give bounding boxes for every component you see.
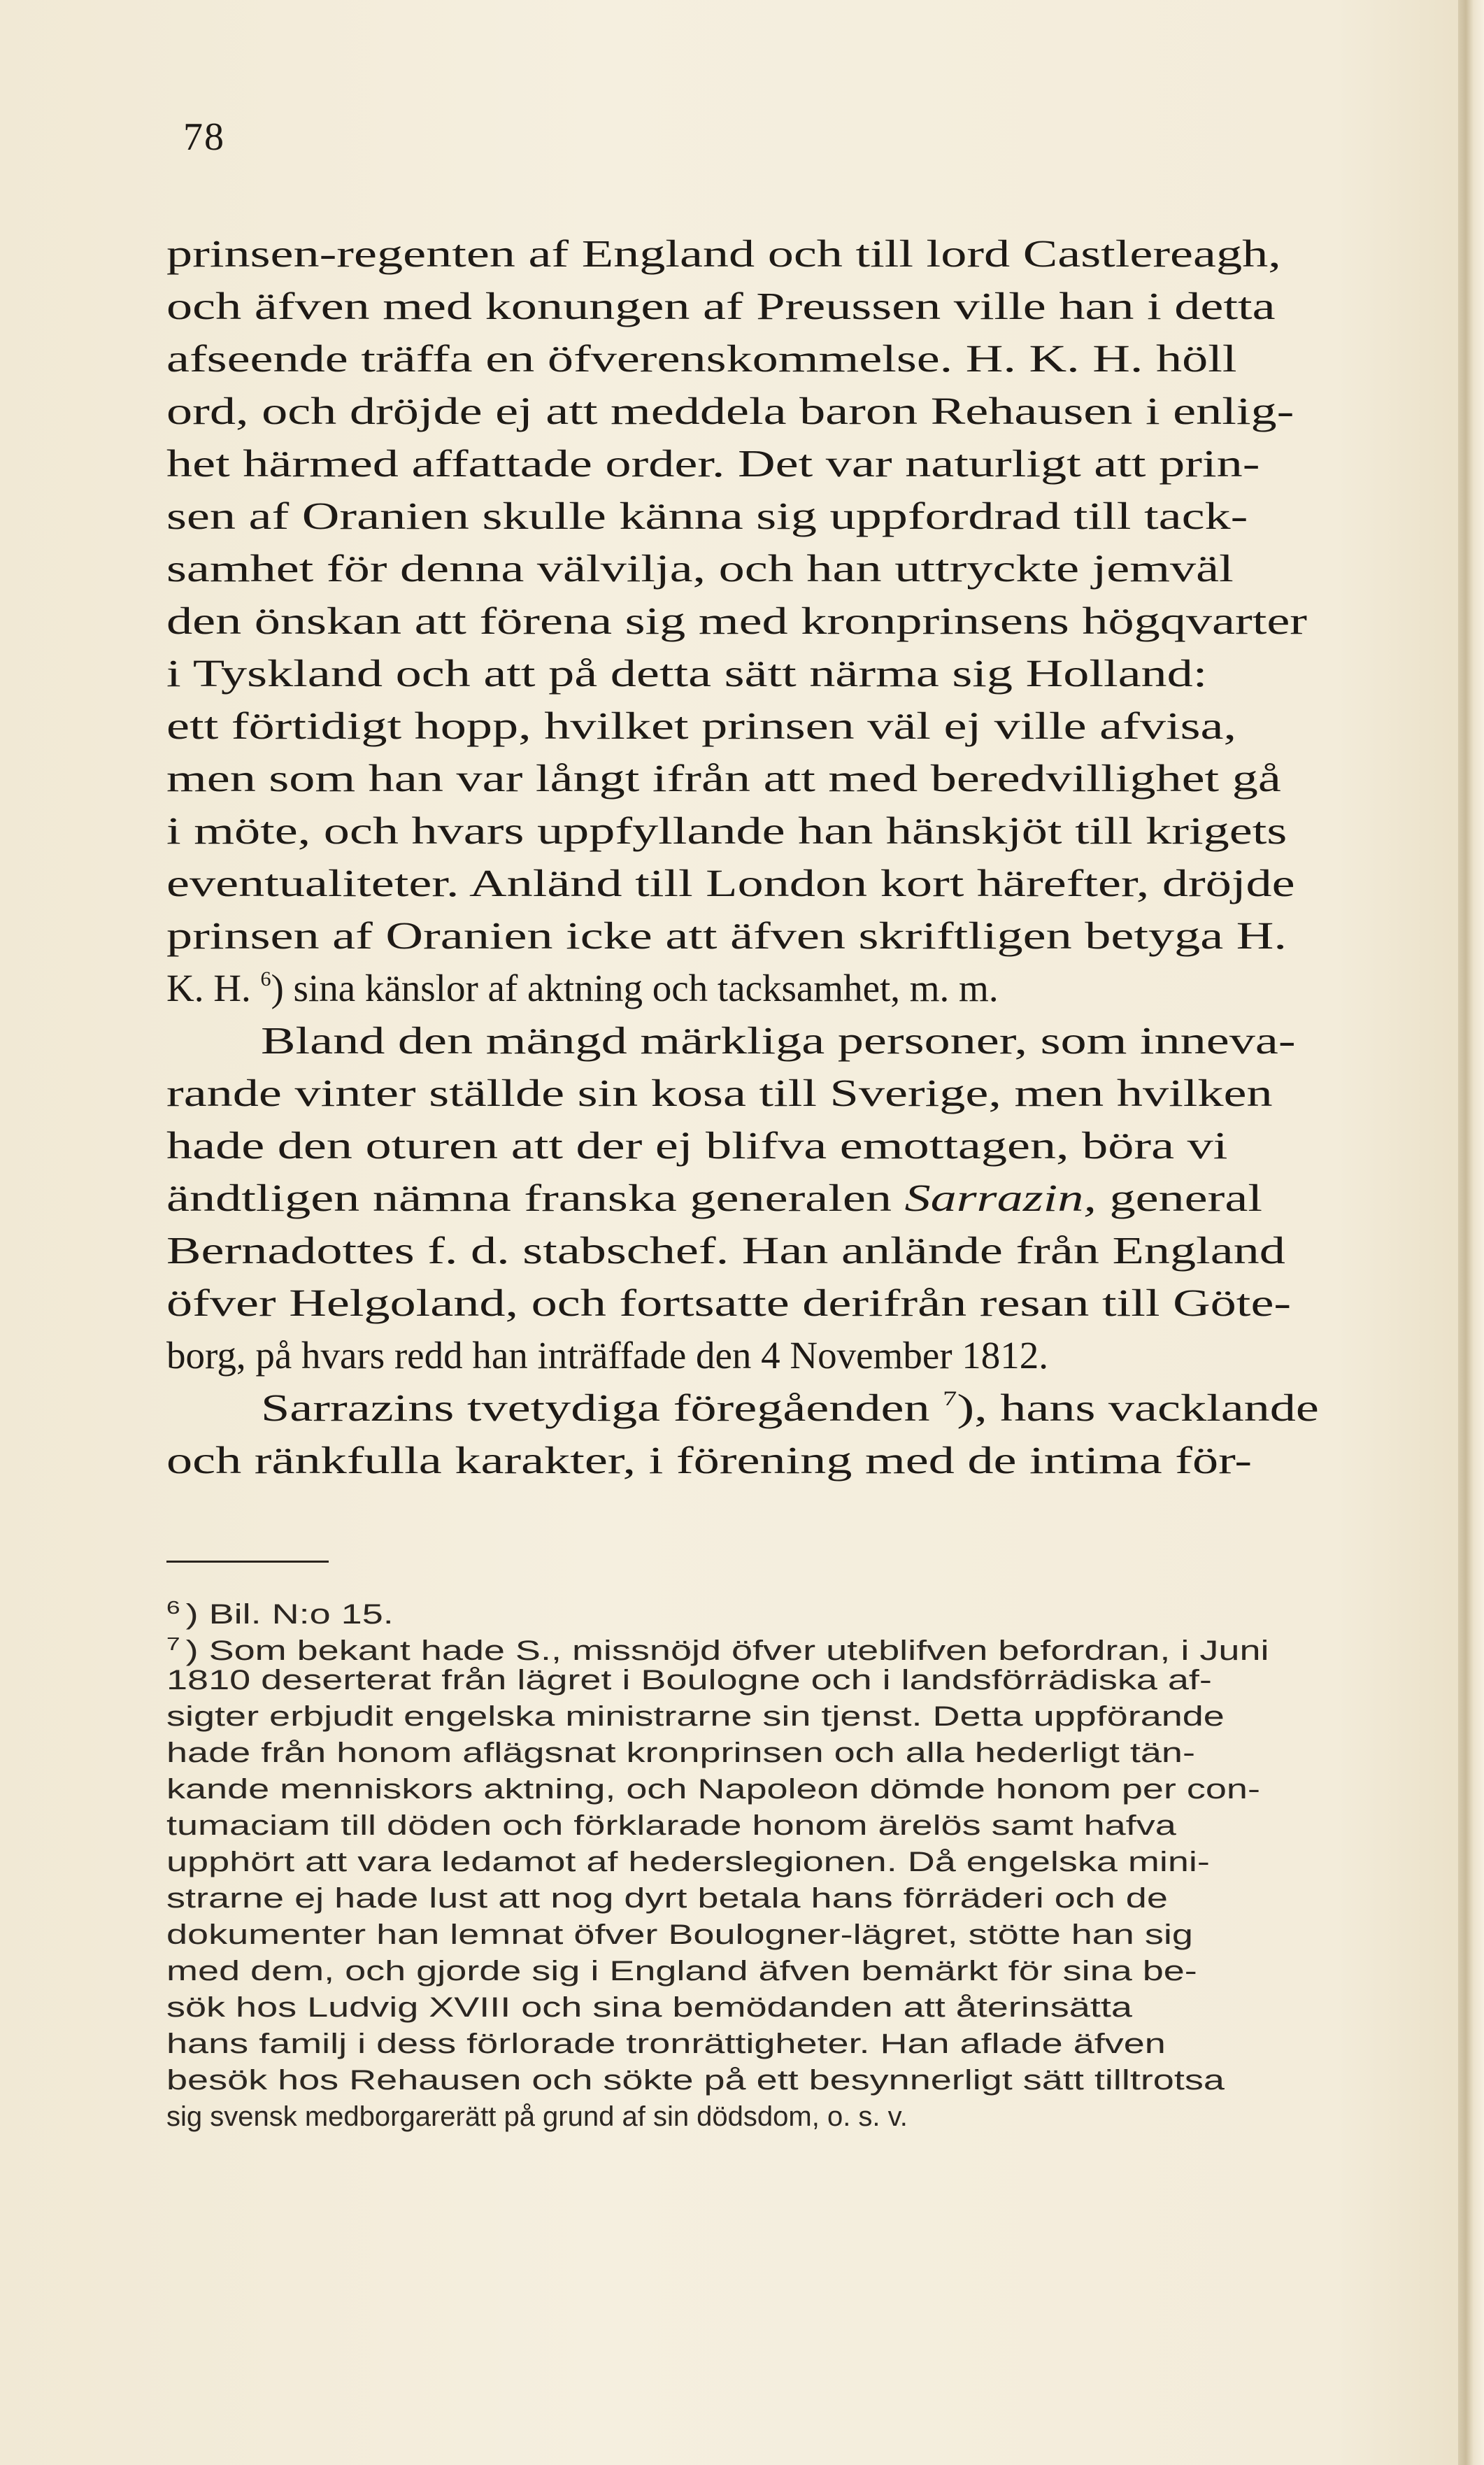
footnote-reference: 7: [943, 1387, 957, 1410]
footnote-line-content: [166, 1989, 1132, 2026]
text-line-content: [166, 490, 1248, 542]
text-line: [166, 1329, 1320, 1381]
line-text: ändtligen nämna franska generalen: [166, 1177, 905, 1219]
footnote-line-content: [166, 1735, 1195, 1771]
line-text: Bland den mängd märkliga personer, som inneva-: [261, 1019, 1296, 1062]
footnote-text: dokumenter han lemnat öfver Boulogner-lägret, stötte han sig: [166, 1919, 1193, 1950]
text-line-content: [166, 1334, 1048, 1377]
line-text: ) sina känslor af aktning och tacksamhet, m. m.: [271, 967, 999, 1009]
footnote-line-content: [166, 2062, 1225, 2098]
text-line-content: [166, 437, 1260, 490]
footnote-line: [166, 1735, 1320, 1771]
text-line-content: [166, 804, 1287, 857]
footnote-text: upphört att vara ledamot af hederslegionen. Då engelska mini-: [166, 1847, 1210, 1877]
line-text: samhet för denna välvilja, och han uttryckte jemväl: [166, 547, 1234, 590]
line-text: rande vinter ställde sin kosa till Sverige, men hvilken: [166, 1072, 1273, 1114]
footnote-text: sök hos Ludvig XVIII och sina bemödanden att återinsätta: [166, 1992, 1132, 2023]
text-line: [166, 437, 1320, 490]
text-line: [166, 1014, 1320, 1067]
footnote-line: [166, 1589, 1320, 1630]
main-text: [166, 227, 1320, 1486]
footnote-line: [166, 1807, 1320, 1844]
text-line: [166, 227, 1320, 280]
line-text: Sarrazins tvetydiga föregåenden: [261, 1386, 943, 1429]
line-text: den önskan att förena sig med kronprinsens högqvarter: [166, 599, 1308, 642]
footnote-line-content: [166, 1917, 1193, 1953]
footnote-text: sigter erbjudit engelska ministrarne sin tjenst. Detta uppförande: [166, 1701, 1225, 1732]
text-line: [166, 804, 1320, 857]
line-text: het härmed affattade order. Det var naturligt att prin-: [166, 442, 1260, 485]
text-line-content: [166, 595, 1307, 647]
footnote-text: strarne ej hade lust att nog dyrt betala hans förräderi och de: [166, 1883, 1168, 1914]
footnote-number: 6: [166, 1597, 180, 1618]
footnote-line: [166, 1953, 1320, 1989]
footnote-text: sig svensk medborgarerätt på grund af sin dödsdom, o. s. v.: [166, 2101, 908, 2132]
line-text: men som han var långt ifrån att med beredvillighet gå: [166, 757, 1281, 800]
text-line-content: [166, 909, 1287, 962]
footnote-text: hans familj i dess förlorade tronrättigheter. Han aflade äfven: [166, 2029, 1166, 2059]
text-line: [166, 385, 1320, 437]
text-line-content: [166, 385, 1294, 437]
line-text: hade den oturen att der ej blifva emottagen, böra vi: [166, 1124, 1228, 1167]
text-line-content: [166, 1172, 1262, 1224]
footnote-line: [166, 1880, 1320, 1917]
text-line: [166, 752, 1320, 804]
text-line-content: [166, 857, 1295, 909]
line-text: Bernadottes f. d. stabschef. Han anlände från England: [166, 1229, 1285, 1272]
text-line-content: [166, 542, 1234, 595]
text-line-content: [166, 967, 999, 1009]
text-line: [166, 909, 1320, 962]
text-line-content: [261, 1381, 1319, 1434]
text-line-content: [166, 227, 1281, 280]
footnote-text: ) Bil. N:o 15.: [185, 1599, 394, 1630]
text-line-content: [166, 752, 1281, 804]
footnote-line-content: [166, 1844, 1210, 1880]
line-text: prinsen af Oranien icke att äfven skriftligen betyga H.: [166, 914, 1287, 957]
footnote-text: tumaciam till döden och förklarade honom ärelös samt hafva: [166, 1810, 1176, 1841]
footnote-line-content: [166, 1953, 1197, 1989]
text-line: [166, 280, 1320, 332]
footnote-line: [166, 2098, 1320, 2135]
footnote-text: kande menniskors aktning, och Napoleon dömde honom per con-: [166, 1774, 1260, 1805]
footnote-text: besök hos Rehausen och sökte på ett besynnerligt sätt tilltrotsa: [166, 2065, 1225, 2096]
line-text: borg, på hvars redd han inträffade den 4 November 1812.: [166, 1334, 1049, 1377]
page-edge: [1458, 0, 1484, 2465]
text-line: [166, 542, 1320, 595]
footnote-line-content: [166, 2098, 908, 2135]
footnote-line: [166, 1698, 1320, 1735]
footnotes: [166, 1589, 1320, 2135]
line-text: öfver Helgoland, och fortsatte derifrån resan till Göte-: [166, 1281, 1292, 1324]
line-text: sen af Oranien skulle känna sig uppfordrad till tack-: [166, 495, 1248, 537]
footnote-line: [166, 2026, 1320, 2062]
text-line: [166, 595, 1320, 647]
text-line-content: [166, 332, 1237, 385]
footnote-text: ) Som bekant hade S., missnöjd öfver uteblifven befordran, i Juni: [185, 1635, 1269, 1666]
line-text: eventualiteter. Anländ till London kort härefter, dröjde: [166, 862, 1295, 904]
text-line: [166, 1224, 1320, 1277]
line-text: ett förtidigt hopp, hvilket prinsen väl ej ville afvisa,: [166, 704, 1237, 747]
footnote-line: [166, 1662, 1320, 1698]
line-text: ord, och dröjde ej att meddela baron Rehausen i enlig-: [166, 390, 1294, 432]
text-line: [166, 962, 1320, 1014]
text-line-content: [166, 1067, 1273, 1119]
text-line: [166, 1277, 1320, 1329]
footnote-separator: [166, 1561, 329, 1563]
italic-name: Sarrazin,: [904, 1177, 1097, 1219]
footnote-text: med dem, och gjorde sig i England äfven bemärkt för sina be-: [166, 1956, 1197, 1987]
footnote-line: [166, 1844, 1320, 1880]
line-text: afseende träffa en öfverenskommelse. H. K. H. höll: [166, 337, 1237, 380]
line-text: ), hans vacklande: [957, 1386, 1319, 1429]
line-text: och ränkfulla karakter, i förening med de intima för-: [166, 1439, 1253, 1482]
text-line-content: [166, 647, 1207, 699]
line-text: K. H.: [166, 967, 261, 1009]
footnote-line: [166, 1771, 1320, 1807]
line-text: general: [1096, 1177, 1262, 1219]
line-text: och äfven med konungen af Preussen ville han i detta: [166, 285, 1276, 327]
text-line-content: [166, 1119, 1227, 1172]
footnote-number: 7: [166, 1633, 180, 1654]
line-text: i möte, och hvars uppfyllande han hänskjöt till krigets: [166, 809, 1287, 852]
footnote-line-content: [166, 1880, 1168, 1917]
text-line-content: [261, 1014, 1296, 1067]
footnote-reference: 6: [260, 967, 271, 990]
text-line-content: [166, 1277, 1291, 1329]
text-line-content: [166, 1224, 1285, 1277]
text-line: [166, 1381, 1320, 1434]
text-line: [166, 647, 1320, 699]
footnote-line-content: [166, 1807, 1176, 1844]
footnote-line: [166, 1917, 1320, 1953]
text-line: [166, 699, 1320, 752]
footnote-text: 1810 deserterat från lägret i Boulogne och i landsförrädiska af-: [166, 1665, 1212, 1696]
text-line-content: [166, 280, 1276, 332]
line-text: prinsen-regenten af England och till lord Castlereagh,: [166, 232, 1281, 275]
text-line-content: [166, 699, 1236, 752]
text-line-content: [166, 1434, 1252, 1486]
text-line: [166, 1434, 1320, 1486]
line-text: i Tyskland och att på detta sätt närma sig Holland:: [166, 652, 1208, 695]
footnote-line-content: [166, 1698, 1225, 1735]
footnote-line-content: [166, 1771, 1260, 1807]
footnote-text: hade från honom aflägsnat kronprinsen och alla hederligt tän-: [166, 1738, 1195, 1768]
text-line: [166, 1172, 1320, 1224]
text-line: [166, 332, 1320, 385]
footnote-line: [166, 1626, 1320, 1666]
text-line: [166, 1119, 1320, 1172]
footnote-line-content: [166, 1662, 1212, 1698]
text-line: [166, 490, 1320, 542]
footnote-line-content: [166, 2026, 1166, 2062]
footnote-line: [166, 1989, 1320, 2026]
text-line: [166, 857, 1320, 909]
page-number: 78: [183, 115, 225, 159]
footnote-line: [166, 2062, 1320, 2098]
text-line: [166, 1067, 1320, 1119]
